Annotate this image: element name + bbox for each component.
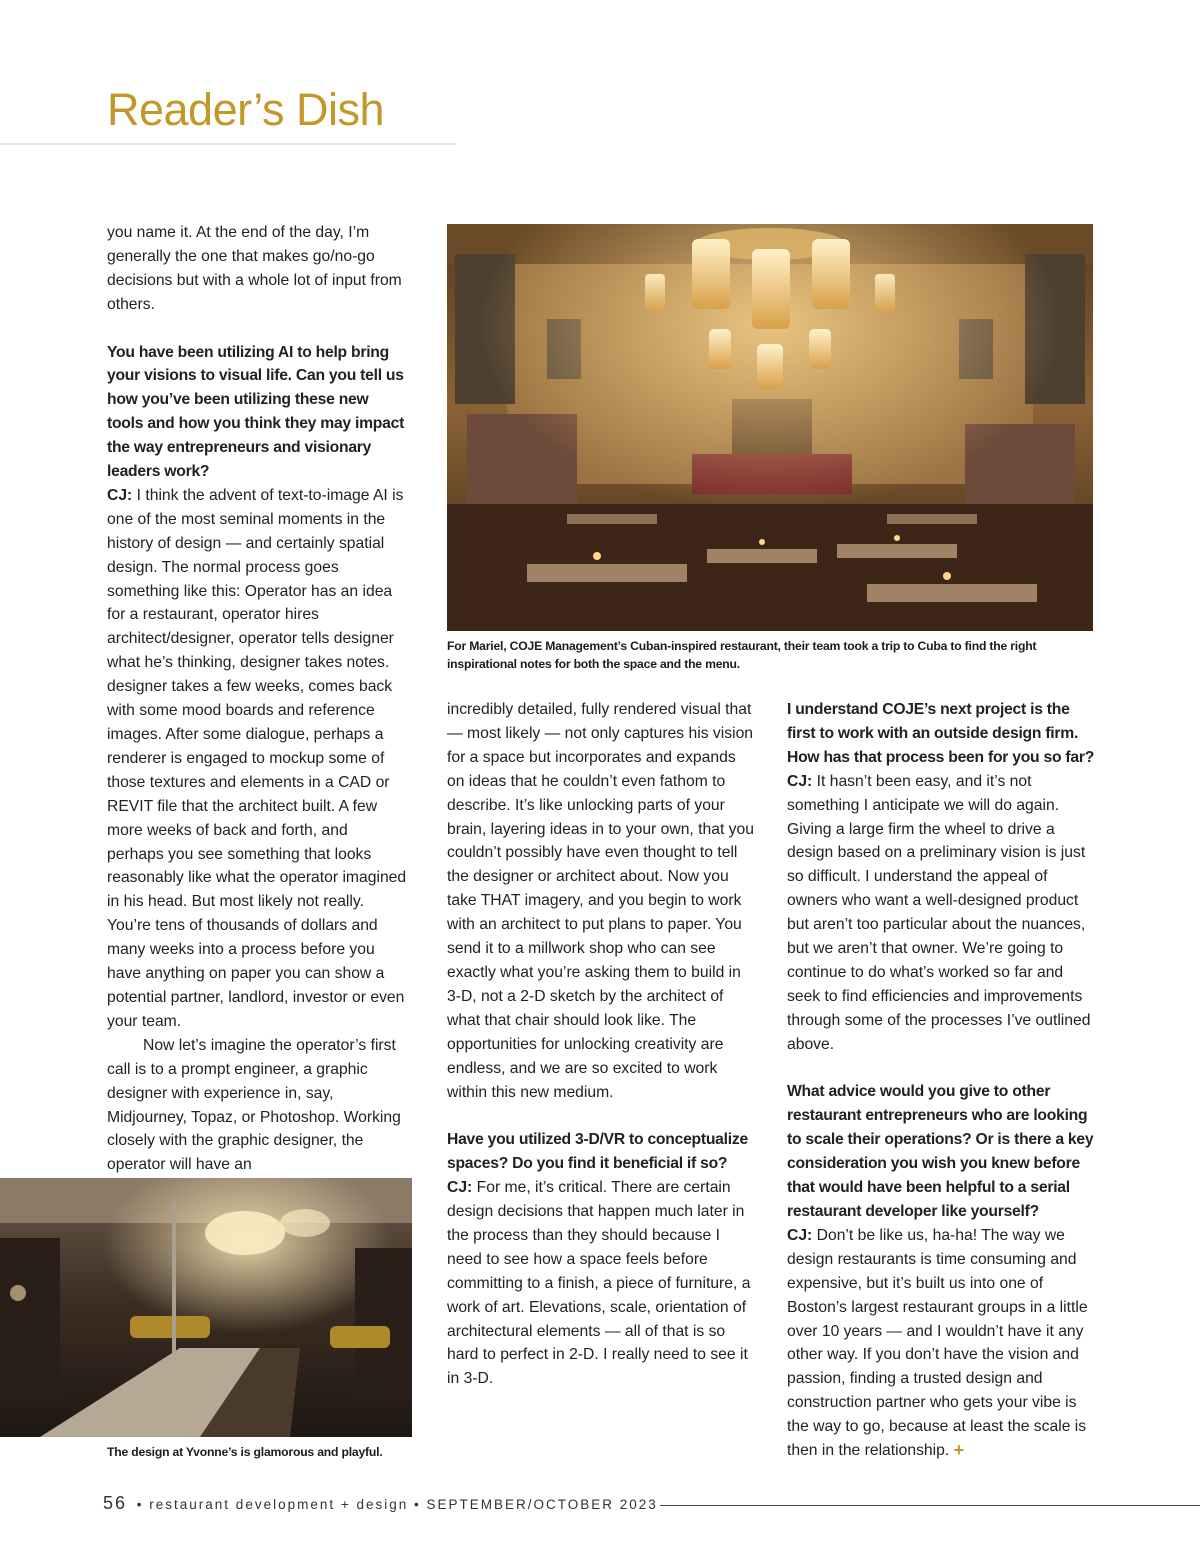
photo-caption: The design at Yvonne’s is glamorous and playful. [107, 1445, 383, 1459]
section-title: Reader’s Dish [107, 84, 384, 135]
interview-answer [787, 1224, 1097, 1463]
end-mark-icon: + [953, 1440, 965, 1461]
answer-text: I think the advent of text-to-image AI is one of the most seminal moments in the history of design — and certainly spatial design. The normal process goes something like this: Operator has an idea for a restaurant, operator hires architect/designer, operator tells designer what he’s thinking, designer takes notes. designer takes a few weeks, comes back with some mood boards and reference images. After some dialogue, perhaps a renderer is engaged to mockup some of those textures and elements in a CAD or REVIT file that the architect built. A few more weeks of back and forth, and perhaps you see something that looks reasonably like what the operator imagined in his head. But most likely not really. You’re tens of thousands of dollars and many weeks into a process before you have anything on paper you can show a potential partner, landlord, investor or even your team. [107, 486, 407, 1030]
page-footer [103, 1493, 658, 1514]
paragraph: you name it. At the end of the day, I’m generally the one that makes go/no-go decisions but with a whole lot of input from others. [107, 224, 402, 313]
article-column-1 [107, 221, 407, 1177]
interview-question: What advice would you give to other restaurant entrepreneurs who are looking to scale their operations? Or is there a key consideration you wish you knew before that would have been helpful to a serial restaurant developer like yourself? [787, 1083, 1094, 1221]
interview-answer [447, 1176, 757, 1391]
answer-text: For me, it’s critical. There are certain design decisions that happen much later in the process than they should because I need to see how a space feels before committing to a finish, a piece of furniture, a work of art. Elevations, scale, orientation of architectural elements — all of that is so hard to perfect in 2-D. I really need to see it in 3-D. [447, 1179, 751, 1388]
answer-text: It hasn’t been easy, and it’s not something I anticipate we will do again. Giving a large firm the wheel to drive a design based on a preliminary vision is just so difficult. I understand the appeal of owners who want a well-designed product but aren’t too particular about the nuances, but we aren’t that owner. We’re going to continue to do what’s worked so far and seek to find efficiencies and improvements through some of the processes I’ve outlined above. [787, 772, 1091, 1053]
speaker-label: CJ: [107, 486, 133, 504]
photo-caption: For Mariel, COJE Management’s Cuban-inspired restaurant, their team took a trip to Cuba to find the right inspirational notes for both the space and the menu. [447, 639, 1037, 671]
footer-divider [660, 1505, 1200, 1506]
speaker-label: CJ: [447, 1179, 473, 1197]
footer-publication: • restaurant development + design • SEPTEMBER/OCTOBER 2023 [136, 1497, 658, 1512]
mariel-restaurant-photo [447, 224, 1093, 631]
interview-answer [107, 484, 407, 1034]
interview-question: You have been utilizing AI to help bring your visions to visual life. Can you tell us how you’ve been utilizing these new tools and how you think they may impact the way entrepreneurs and visionary leaders work? [107, 343, 405, 481]
article-column-2 [447, 698, 757, 1391]
yvonnes-restaurant-photo [0, 1178, 412, 1437]
speaker-label: CJ: [787, 1226, 813, 1244]
article-column-3 [787, 698, 1097, 1463]
interview-question: I understand COJE’s next project is the first to work with an outside design firm. How has that process been for you so far? [787, 701, 1095, 766]
interview-answer [787, 770, 1097, 1057]
title-divider [0, 143, 455, 145]
interview-question: Have you utilized 3-D/VR to conceptualize spaces? Do you find it beneficial if so? [447, 1131, 748, 1173]
answer-text: Don’t be like us, ha-ha! The way we design restaurants is time consuming and expensive, but it’s built us into one of Boston’s largest restaurant groups in a little over 10 years — and I wouldn’t have it any other way. If you don’t have the vision and passion, finding a trusted design and construction partner who gets your vibe is the way to go, because at least the scale is then in the relationship. [787, 1226, 1088, 1460]
page-number: 56 [103, 1493, 128, 1513]
speaker-label: CJ: [787, 772, 813, 790]
paragraph: incredibly detailed, fully rendered visual that — most likely — not only captures his vision for a space but incorporates and expands on ideas that he couldn’t even fathom to describe. It’s like unlocking parts of your brain, layering ideas in to your own, that you couldn’t possibly have even thought to tell the designer or architect about. Now you take THAT imagery, and you begin to work with an architect to put plans to paper. You send it to a millwork shop who can see exactly what you’re asking them to build in 3-D, not a 2-D sketch by the architect of what that chair should look like. The opportunities for unlocking creativity are endless, and we are so excited to work within this new medium. [447, 701, 754, 1101]
paragraph: Now let’s imagine the operator’s first call is to a prompt engineer, a graphic designer with experience in, say, Midjourney, Topaz, or Photoshop. Working closely with the graphic designer, the operator will have an [107, 1036, 401, 1174]
